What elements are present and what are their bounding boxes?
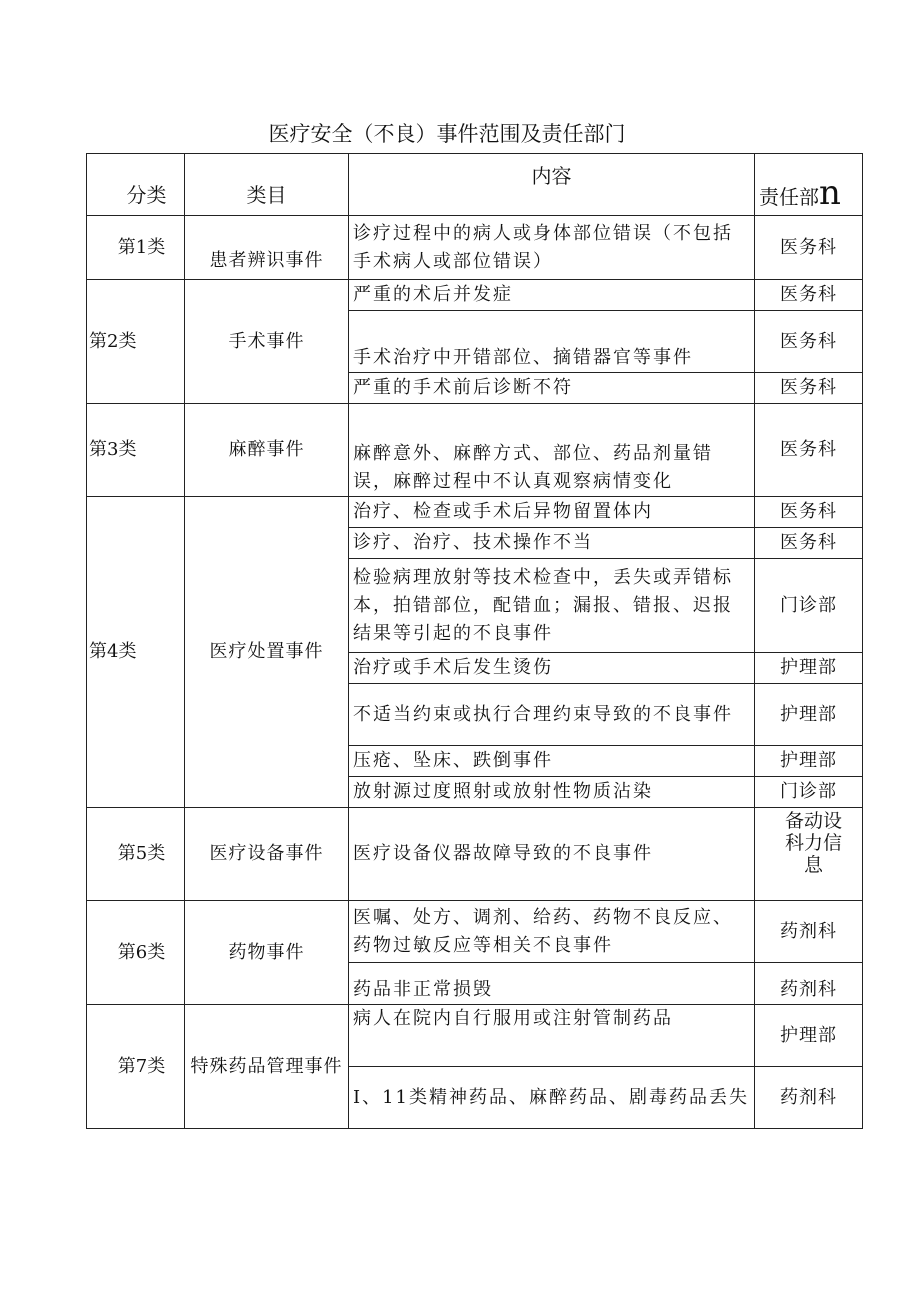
table-row [87, 497, 863, 528]
item-cell: 医疗设备事件 [185, 808, 349, 901]
content-cell: 诊疗、治疗、技术操作不当 [349, 528, 755, 559]
category-cell: 第3类 [87, 404, 185, 497]
content-cell: 严重的手术前后诊断不符 [349, 373, 755, 404]
header-dept-suffix: n [819, 173, 841, 213]
table-row [87, 901, 863, 963]
category-cell: 第2类 [87, 280, 185, 404]
dept-cell: 药剂科 [755, 963, 863, 1005]
dept-cell: 药剂科 [755, 1067, 863, 1129]
dept-cell: 医务科 [755, 216, 863, 280]
dept-cell: 备动设科力信息 [755, 808, 863, 901]
content-cell: 治疗或手术后发生烫伤 [349, 653, 755, 684]
dept-cell: 医务科 [755, 311, 863, 373]
content-cell: 治疗、检查或手术后异物留置体内 [349, 497, 755, 528]
item-cell: 麻醉事件 [185, 404, 349, 497]
category-cell: 第7类 [87, 1005, 185, 1129]
header-dept-text: 责任部 [759, 185, 819, 209]
dept-cell: 医务科 [755, 528, 863, 559]
item-cell: 医疗处置事件 [185, 497, 349, 808]
table-row [87, 216, 863, 280]
dept-cell: 护理部 [755, 684, 863, 746]
dept-cell: 医务科 [755, 280, 863, 311]
content-cell: 手术治疗中开错部位、摘错器官等事件 [349, 311, 755, 373]
dept-cell: 护理部 [755, 1005, 863, 1067]
dept-cell: 药剂科 [755, 901, 863, 963]
dept-cell: 门诊部 [755, 559, 863, 653]
content-cell: I、11类精神药品、麻醉药品、剧毒药品丢失 [349, 1067, 755, 1129]
item-cell: 手术事件 [185, 280, 349, 404]
content-cell: 放射源过度照射或放射性物质沾染 [349, 777, 755, 808]
table-row [87, 404, 863, 497]
category-cell: 第4类 [87, 497, 185, 808]
header-item: 类目 [185, 154, 349, 216]
dept-cell: 医务科 [755, 497, 863, 528]
page-title: 医疗安全（不良）事件范围及责任部门 [268, 122, 626, 146]
header-content: 内容 [349, 154, 755, 216]
table-row [87, 280, 863, 311]
event-table [86, 153, 863, 1129]
content-cell: 不适当约束或执行合理约束导致的不良事件 [349, 684, 755, 746]
category-cell: 第6类 [87, 901, 185, 1005]
table-row [87, 1005, 863, 1067]
header-row [87, 154, 863, 216]
dept-cell: 医务科 [755, 373, 863, 404]
category-cell: 第5类 [87, 808, 185, 901]
header-category: 分类 [87, 154, 185, 216]
header-dept [755, 154, 863, 216]
content-cell: 检验病理放射等技术检查中，丢失或弄错标本，拍错部位，配错血；漏报、错报、迟报结果等引起的不良事件 [349, 559, 755, 653]
dept-cell: 门诊部 [755, 777, 863, 808]
item-cell: 特殊药品管理事件 [185, 1005, 349, 1129]
table-row [87, 808, 863, 901]
content-cell: 压疮、坠床、跌倒事件 [349, 746, 755, 777]
content-cell: 医疗设备仪器故障导致的不良事件 [349, 808, 755, 901]
content-cell: 病人在院内自行服用或注射管制药品 [349, 1005, 755, 1067]
content-cell: 药品非正常损毁 [349, 963, 755, 1005]
dept-cell: 医务科 [755, 404, 863, 497]
dept-cell: 护理部 [755, 653, 863, 684]
category-cell: 第1类 [87, 216, 185, 280]
content-cell: 严重的术后并发症 [349, 280, 755, 311]
content-cell: 医嘱、处方、调剂、给药、药物不良反应、药物过敏反应等相关不良事件 [349, 901, 755, 963]
dept-cell: 护理部 [755, 746, 863, 777]
item-cell: 患者辨识事件 [185, 216, 349, 280]
content-cell: 诊疗过程中的病人或身体部位错误（不包括手术病人或部位错误） [349, 216, 755, 280]
content-cell: 麻醉意外、麻醉方式、部位、药品剂量错误，麻醉过程中不认真观察病情变化 [349, 404, 755, 497]
item-cell: 药物事件 [185, 901, 349, 1005]
